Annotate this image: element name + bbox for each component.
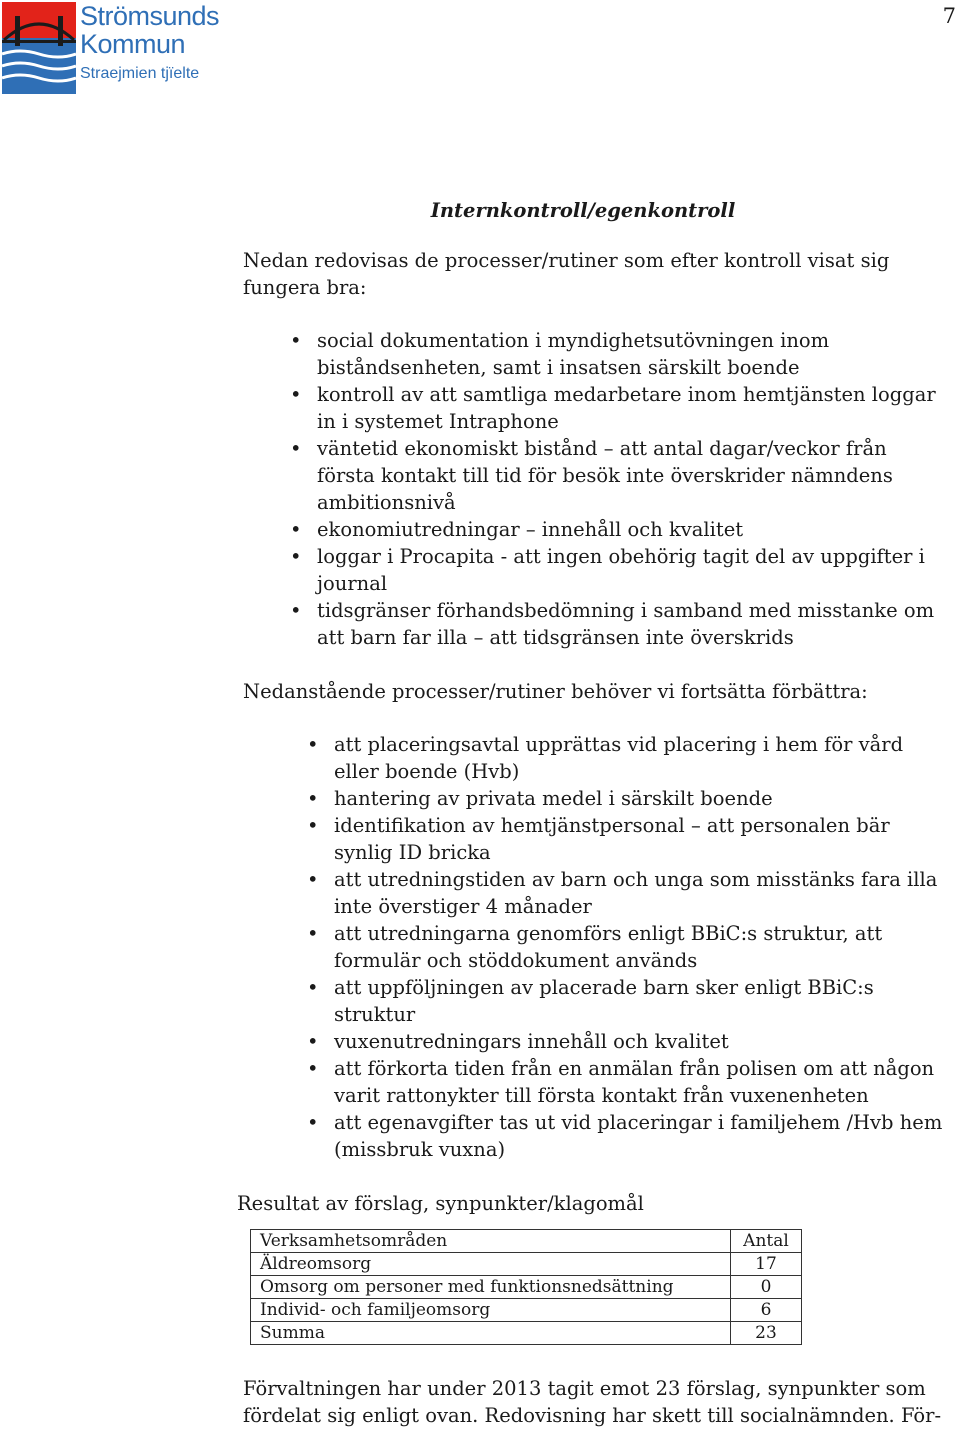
list-item: • tidsgränser förhandsbedömning i samband med misstanke om att barn far illa – att tidsgränsen inte överskrids bbox=[317, 597, 937, 651]
document-body bbox=[237, 197, 943, 1429]
list-item: • att utredningarna genomförs enligt BBiC:s struktur, att formulär och stöddokument används bbox=[334, 920, 944, 974]
table-cell: Äldreomsorg bbox=[251, 1253, 731, 1276]
list-item: • loggar i Procapita - att ingen obehörig tagit del av uppgifter i journal bbox=[317, 543, 937, 597]
intro-paragraph: Nedan redovisas de processer/rutiner som efter kontroll visat sig fungera bra: bbox=[243, 249, 890, 299]
list-item: • att utredningstiden av barn och unga som misstänks fara illa inte överstiger 4 månader bbox=[334, 866, 944, 920]
list-item: • att egenavgifter tas ut vid placeringar i familjehem /Hvb hem (missbruk vuxna) bbox=[334, 1109, 944, 1163]
bridge-emblem-icon bbox=[2, 2, 76, 94]
logo-wordmark bbox=[80, 2, 219, 84]
list-item: • att uppföljningen av placerade barn sker enligt BBiC:s struktur bbox=[334, 974, 944, 1028]
list-item: • att placeringsavtal upprättas vid placering i hem för vård eller boende (Hvb) bbox=[334, 731, 944, 785]
logo-line-2: Kommun bbox=[80, 29, 186, 59]
list-item: • hantering av privata medel i särskilt boende bbox=[334, 785, 944, 812]
municipality-logo bbox=[0, 0, 230, 100]
table-cell: Individ- och familjeomsorg bbox=[251, 1299, 731, 1322]
table-cell: 0 bbox=[731, 1276, 802, 1299]
list-item: • social dokumentation i myndighetsutövningen inom biståndsenheten, samt i insatsen särskilt boende bbox=[317, 327, 937, 381]
logo-line-3: Straejmien tjïelte bbox=[80, 65, 200, 82]
list-item: • identifikation av hemtjänstpersonal – att personalen bär synlig ID bricka bbox=[334, 812, 944, 866]
list-item: • att förkorta tiden från en anmälan från polisen om att någon varit rattonykter till första kontakt från vuxenenheten bbox=[334, 1055, 944, 1109]
result-heading: Resultat av förslag, synpunkter/klagomål bbox=[237, 1192, 644, 1215]
list-item: • ekonomiutredningar – innehåll och kvalitet bbox=[317, 516, 937, 543]
improve-processes-list bbox=[334, 731, 944, 1163]
working-processes-list bbox=[317, 327, 937, 651]
table-row bbox=[251, 1253, 802, 1276]
table-cell: 6 bbox=[731, 1299, 802, 1322]
table-cell: 17 bbox=[731, 1253, 802, 1276]
page-number: 7 bbox=[942, 4, 956, 28]
list-item: • vuxenutredningars innehåll och kvalitet bbox=[334, 1028, 944, 1055]
summary-paragraph: Förvaltningen har under 2013 tagit emot 23 förslag, synpunkter som fördelat sig enligt ovan. Redovisning har skett till socialnämnden. För- bbox=[243, 1377, 942, 1427]
list-item: • kontroll av att samtliga medarbetare inom hemtjänsten loggar in i systemet Intraphone bbox=[317, 381, 937, 435]
table-row bbox=[251, 1299, 802, 1322]
list-item: • väntetid ekonomiskt bistånd – att antal dagar/veckor från första kontakt till tid för besök inte överskrider nämndens ambitionsnivå bbox=[317, 435, 937, 516]
table-cell: 23 bbox=[731, 1322, 802, 1345]
table-cell: Omsorg om personer med funktionsnedsättning bbox=[251, 1276, 731, 1299]
results-table bbox=[250, 1229, 802, 1345]
section-heading: Internkontroll/egenkontroll bbox=[430, 199, 736, 222]
table-row bbox=[251, 1276, 802, 1299]
table-row bbox=[251, 1322, 802, 1345]
table-header-row bbox=[251, 1230, 802, 1253]
table-cell: Summa bbox=[251, 1322, 731, 1345]
logo-line-1: Strömsunds bbox=[80, 1, 220, 31]
table-header-cell: Antal bbox=[731, 1230, 802, 1253]
improve-paragraph: Nedanstående processer/rutiner behöver vi fortsätta förbättra: bbox=[243, 680, 868, 703]
table-header-cell: Verksamhetsområden bbox=[251, 1230, 731, 1253]
